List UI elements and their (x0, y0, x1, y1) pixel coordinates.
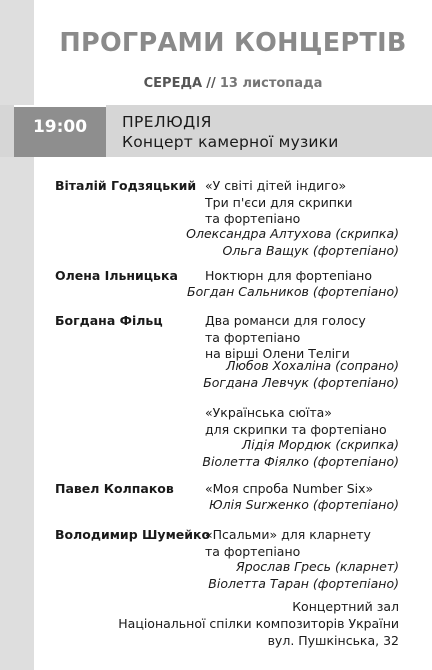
performer: Віолетта Фіялко (фортепіано) (202, 453, 399, 469)
work-title (205, 481, 373, 498)
work-title-line: на вірші Олени Теліги (205, 346, 350, 361)
performer: Олександра Алтухова (скрипка) (186, 226, 399, 241)
composer-name: Олена Ільницька (55, 268, 178, 283)
work-title-line: та фортепіано (205, 543, 301, 559)
work-title (205, 313, 366, 363)
work-title-line: Три п'єси для скрипки (205, 194, 353, 210)
performer: Юлія Surженко (фортепіано) (209, 497, 399, 512)
performer: Віолетта Таран (фортепіано) (208, 575, 399, 591)
composer-name: Володимир Шумейко (55, 527, 211, 542)
concert-subtitle: Концерт камерної музики (122, 133, 339, 151)
venue-line: Концертний зал (292, 599, 399, 614)
work-title-line: для скрипки та фортепіано (205, 421, 387, 437)
work-title-line: «Українська сюїта» (205, 405, 332, 420)
date: 13 листопада (219, 76, 323, 91)
work-title (205, 527, 371, 560)
work-title (205, 405, 387, 438)
concert-time: 19:00 (32, 117, 88, 137)
performers (187, 284, 399, 301)
page-title: ПРОГРАМИ КОНЦЕРТІВ (59, 28, 407, 58)
performer: Лідія Мордюк (скрипка) (241, 437, 399, 452)
performer: Ольга Ващук (фортепіано) (222, 242, 399, 258)
performer: Богдана Левчук (фортепіано) (203, 374, 399, 390)
date-separator: // (206, 76, 216, 91)
work-title-line: та фортепіано (205, 329, 301, 345)
concert-name: ПРЕЛЮДІЯ (122, 113, 212, 131)
work-title-line: «Псальми» для кларнету (205, 527, 371, 542)
weekday: СЕРЕДА (143, 76, 203, 91)
performers (209, 497, 399, 514)
work-title (205, 268, 372, 285)
venue-line: вул. Пушкінська, 32 (267, 633, 399, 648)
work-title (205, 178, 353, 228)
venue-address (118, 598, 399, 649)
performers (208, 559, 399, 592)
composer-name: Віталій Годзяцький (55, 178, 197, 193)
performers (186, 226, 399, 259)
date-line (34, 76, 432, 91)
composer-name: Богдана Фільц (55, 313, 163, 328)
performers (202, 437, 399, 470)
work-title-line: та фортепіано (205, 211, 301, 226)
performers (203, 358, 399, 391)
work-title-line: «Моя спроба Number Six» (205, 481, 374, 496)
performer: Любов Хохаліна (сопрано) (225, 358, 399, 373)
work-title-line: «У світі дітей індиго» (205, 178, 347, 193)
performer: Ярослав Гресь (кларнет) (236, 559, 399, 574)
work-title-line: Ноктюрн для фортепіано (205, 268, 372, 283)
venue-line: Національної спілки композиторів України (118, 616, 399, 631)
left-side-bar (0, 0, 34, 670)
performer: Богдан Сальников (фортепіано) (187, 284, 399, 299)
composer-name: Павел Колпаков (55, 481, 174, 496)
work-title-line: Два романси для голосу (205, 313, 366, 328)
